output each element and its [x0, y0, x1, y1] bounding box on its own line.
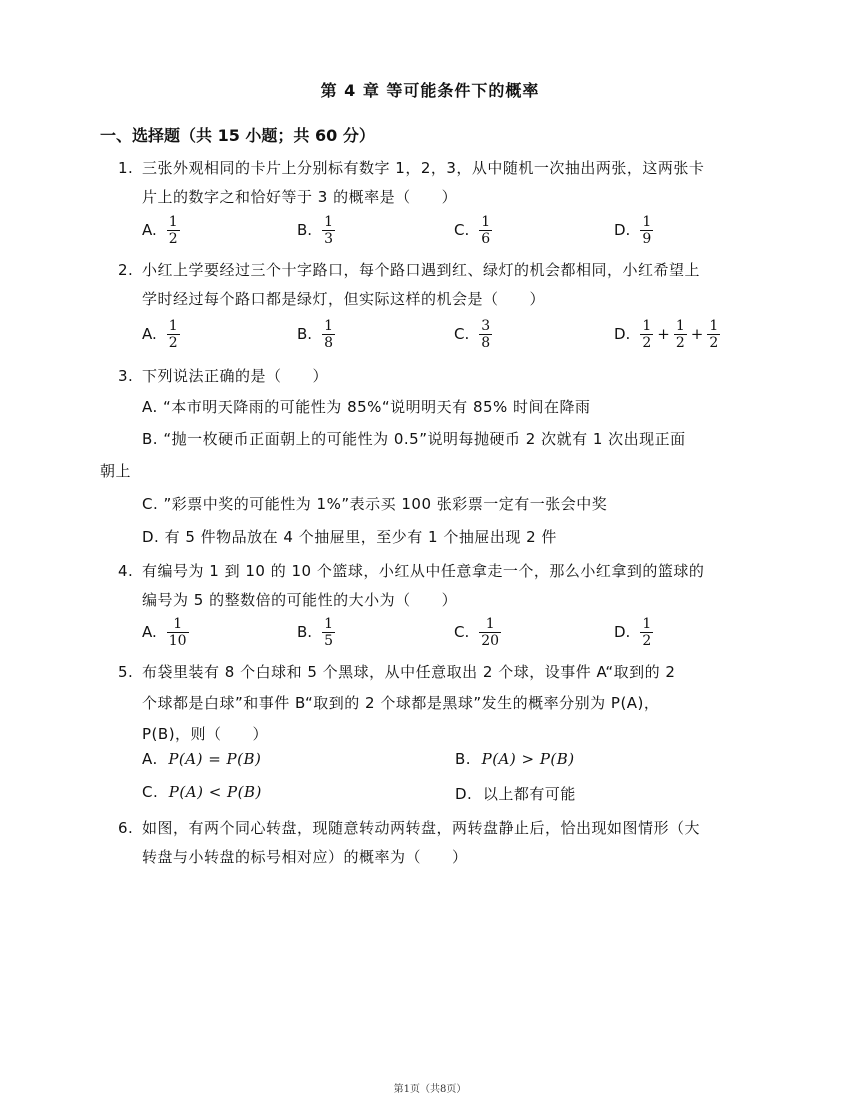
- option-d[interactable]: D. 有 5 件物品放在 4 个抽屉里，至少有 1 个抽屉出现 2 件: [142, 528, 557, 546]
- options-row: [142, 210, 762, 250]
- fraction: $\frac{1}{6}$: [481, 213, 491, 247]
- question-number: 1.: [118, 159, 134, 177]
- page-title: 第 4 章 等可能条件下的概率: [320, 81, 540, 100]
- option-b[interactable]: B. $\frac{1}{3}$: [297, 213, 333, 247]
- option-c[interactable]: C. ”彩票中奖的可能性为 1%”表示买 100 张彩票一定有一张会中奖: [142, 495, 608, 513]
- option-b[interactable]: B. P(A) > P(B): [455, 750, 575, 768]
- fraction: $\frac{1}{2}$: [642, 317, 652, 351]
- question-4: [118, 557, 763, 615]
- question-text: 三张外观相同的卡片上分别标有数字 1，2，3，从中随机一次抽出两张，这两张卡: [142, 159, 705, 177]
- fraction: $\frac{1}{20}$: [481, 615, 500, 649]
- option-d[interactable]: D. $\frac{1}{9}$: [614, 213, 652, 247]
- question-text: P(B)，则（ ）: [142, 725, 269, 743]
- question-2: [118, 256, 763, 314]
- option-a[interactable]: A. P(A) = P(B): [142, 750, 262, 768]
- fraction: $\frac{1}{2}$: [168, 317, 178, 351]
- page-footer: 第1页（共8页）: [393, 1084, 467, 1095]
- option-c[interactable]: C. $\frac{3}{8}$: [454, 317, 491, 351]
- question-text: 下列说法正确的是（ ）: [142, 367, 329, 385]
- question-number: 6.: [118, 819, 134, 837]
- options-row: [142, 612, 762, 652]
- fraction: $\frac{1}{2}$: [642, 615, 652, 649]
- question-1: [118, 154, 763, 212]
- plus-sign: +: [657, 325, 670, 343]
- option-c[interactable]: C. $\frac{1}{20}$: [454, 615, 500, 649]
- option-a[interactable]: A. $\frac{1}{2}$: [142, 213, 178, 247]
- options-row: [142, 314, 762, 354]
- question-text: 编号为 5 的整数倍的可能性的大小为（ ）: [142, 591, 458, 609]
- option-b[interactable]: B. $\frac{1}{5}$: [297, 615, 333, 649]
- option-b[interactable]: B. $\frac{1}{8}$: [297, 317, 333, 351]
- question-text: 布袋里装有 8 个白球和 5 个黑球，从中任意取出 2 个球，设事件 A“取到的 2: [142, 663, 676, 681]
- question-number: 3.: [118, 367, 134, 385]
- question-text: 片上的数字之和恰好等于 3 的概率是（ ）: [142, 188, 458, 206]
- option-c[interactable]: C. P(A) < P(B): [142, 783, 262, 801]
- question-number: 5.: [118, 663, 134, 681]
- option-d[interactable]: D. 以上都有可能: [455, 785, 576, 803]
- fraction: $\frac{1}{10}$: [168, 615, 187, 649]
- option-a[interactable]: A. “本市明天降雨的可能性为 85%“说明明天有 85% 时间在降雨: [142, 398, 591, 416]
- option-d[interactable]: D. $\frac{1}{2}$ + $\frac{1}{2}$ + $\frac{1}{2}$: [614, 317, 719, 351]
- option-d[interactable]: D. $\frac{1}{2}$: [614, 615, 652, 649]
- fraction: $\frac{1}{3}$: [324, 213, 333, 247]
- plus-sign: +: [690, 325, 704, 343]
- question-text: 学时经过每个路口都是绿灯，但实际这样的机会是（ ）: [142, 290, 546, 308]
- question-text: 转盘与小转盘的标号相对应）的概率为（ ）: [142, 848, 468, 866]
- section-heading: 一、选择题（共 15 小题；共 60 分）: [100, 126, 375, 145]
- question-5: [118, 657, 763, 750]
- question-number: 4.: [118, 562, 134, 580]
- fraction: $\frac{1}{2}$: [675, 317, 685, 351]
- question-text: 个球都是白球”和事件 B“取到的 2 个球都是黑球”发生的概率分别为 P(A)，: [142, 694, 660, 712]
- option-c[interactable]: C. $\frac{1}{6}$: [454, 213, 491, 247]
- option-a[interactable]: A. $\frac{1}{2}$: [142, 317, 178, 351]
- fraction: $\frac{1}{9}$: [642, 213, 652, 247]
- fraction: $\frac{1}{2}$: [168, 213, 178, 247]
- fraction: $\frac{1}{2}$: [709, 317, 719, 351]
- option-b[interactable]: B. “抛一枚硬币正面朝上的可能性为 0.5”说明每抛硬币 2 次就有 1 次出现正面: [142, 430, 686, 448]
- question-3: [118, 362, 763, 391]
- fraction: $\frac{3}{8}$: [481, 317, 491, 351]
- fraction: $\frac{1}{8}$: [324, 317, 333, 351]
- option-a[interactable]: A. $\frac{1}{10}$: [142, 615, 187, 649]
- question-text: 小红上学要经过三个十字路口，每个路口遇到红、绿灯的机会都相同，小红希望上: [142, 261, 701, 279]
- fraction: $\frac{1}{5}$: [324, 615, 333, 649]
- question-number: 2.: [118, 261, 134, 279]
- question-6: [118, 814, 763, 872]
- question-text: 如图，有两个同心转盘，现随意转动两转盘，两转盘静止后，恰出现如图情形（大: [142, 819, 701, 837]
- question-text: 有编号为 1 到 10 的 10 个篮球，小红从中任意拿走一个，那么小红拿到的篮球的: [142, 562, 705, 580]
- option-b-continued: 朝上: [100, 462, 132, 480]
